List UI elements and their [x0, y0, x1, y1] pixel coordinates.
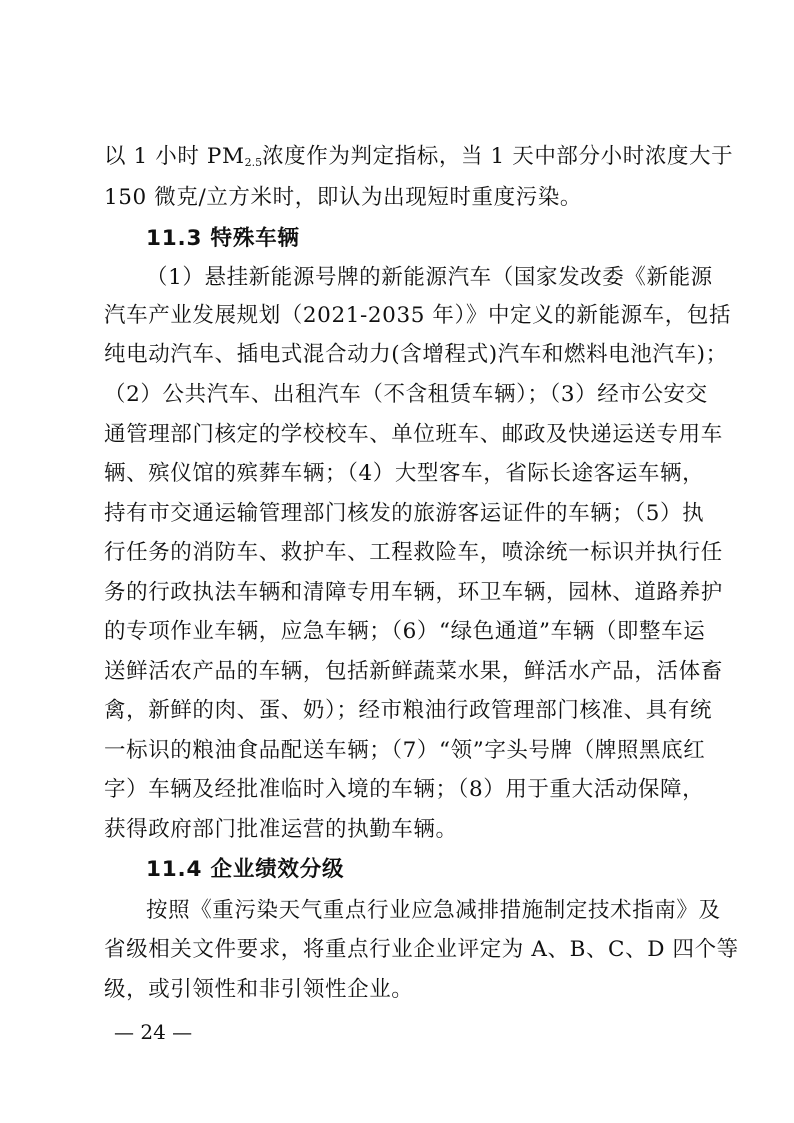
paragraph-line [104, 143, 734, 177]
section-heading: 11.3 特殊车辆 [146, 226, 300, 251]
paragraph-line: （2）公共汽车、出租汽车（不含租赁车辆）；（3）经市公安交 [104, 382, 708, 407]
paragraph-line: 一标识的粮油食品配送车辆；（7）“领”字头号牌（牌照黑底红 [104, 738, 706, 763]
paragraph-line: 行任务的消防车、救护车、工程救险车，喷涂统一标识并执行任 [104, 540, 723, 565]
paragraph-line: 通管理部门核定的学校校车、单位班车、邮政及快递运送专用车 [104, 422, 723, 447]
paragraph-line: 级，或引领性和非引领性企业。 [104, 977, 414, 1002]
paragraph-line: 字）车辆及经批准临时入境的车辆；（8）用于重大活动保障， [104, 777, 705, 802]
text-segment: 以 1 小时 PM [104, 144, 245, 169]
paragraph-line: 送鲜活农产品的车辆，包括新鲜蔬菜水果，鲜活水产品，活体畜 [104, 659, 723, 684]
paragraph-line: 禽，新鲜的肉、蛋、奶）；经市粮油行政管理部门核准、具有统 [104, 698, 713, 723]
paragraph-line: 汽车产业发展规划（2021-2035 年）》中定义的新能源车，包括 [104, 303, 732, 328]
paragraph-line: 纯电动汽车、插电式混合动力(含增程式)汽车和燃料电池汽车)； [104, 342, 728, 367]
paragraph-line: 的专项作业车辆，应急车辆；（6）“绿色通道”车辆（即整车运 [104, 619, 706, 644]
page-number: — 24 — [114, 1020, 193, 1044]
paragraph-line: 按照《重污染天气重点行业应急减排措施制定技术指南》及 [146, 898, 721, 923]
paragraph-line: 省级相关文件要求，将重点行业企业评定为 A、B、C、D 四个等 [104, 937, 739, 962]
paragraph-line: 持有市交通运输管理部门核发的旅游客运证件的车辆；（5）执 [104, 501, 705, 526]
text-segment: 浓度作为判定指标，当 1 天中部分小时浓度大于 [262, 144, 734, 169]
paragraph-line: 获得政府部门批准运营的执勤车辆。 [104, 817, 458, 842]
paragraph-line: 务的行政执法车辆和清障专用车辆，环卫车辆，园林、道路养护 [104, 580, 723, 605]
paragraph-line: 150 微克/立方米时，即认为出现短时重度污染。 [104, 185, 583, 210]
section-heading: 11.4 企业绩效分级 [146, 857, 345, 882]
subscript-text: 2.5 [244, 156, 263, 169]
paragraph-line: （1）悬挂新能源号牌的新能源汽车（国家发改委《新能源 [146, 265, 713, 290]
paragraph-line: 辆、殡仪馆的殡葬车辆；（4）大型客车，省际长途客运车辆， [104, 461, 705, 486]
